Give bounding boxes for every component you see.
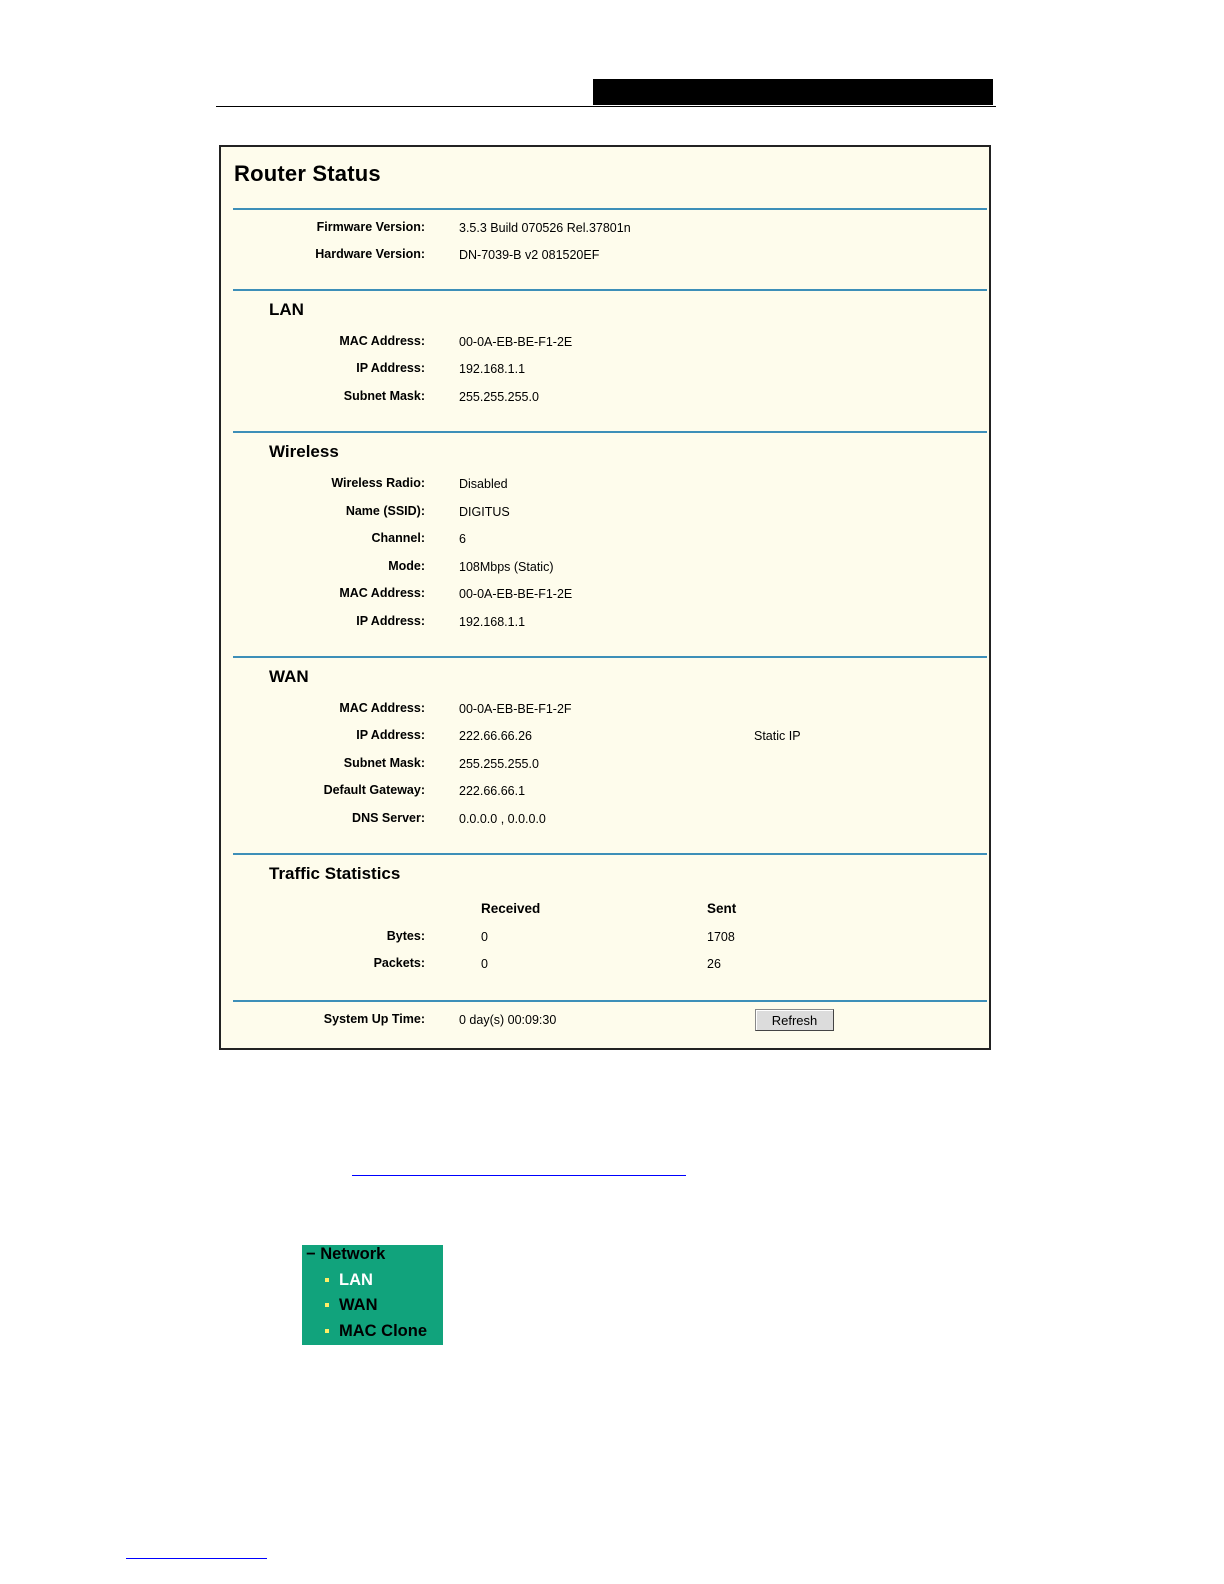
wan-ip-value: 222.66.66.26 — [459, 729, 532, 743]
divider — [233, 289, 987, 291]
divider — [233, 208, 987, 210]
lan-mac-label: MAC Address: — [339, 334, 425, 348]
traffic-section-title: Traffic Statistics — [269, 864, 401, 883]
lan-section-title: LAN — [269, 300, 304, 319]
firmware-value: 3.5.3 Build 070526 Rel.37801n — [459, 221, 631, 235]
lan-ip-value: 192.168.1.1 — [459, 362, 526, 376]
divider — [233, 656, 987, 658]
received-column-header: Received — [481, 901, 541, 916]
firmware-label: Firmware Version: — [316, 220, 425, 234]
hyperlink-underline[interactable] — [352, 1175, 686, 1176]
wan-ip-label: IP Address: — [356, 728, 425, 742]
wireless-ip-value: 192.168.1.1 — [459, 615, 526, 629]
wan-connection-type: Static IP — [754, 729, 801, 743]
wireless-section-title: Wireless — [269, 442, 339, 461]
bullet-icon — [325, 1303, 329, 1307]
hardware-value: DN-7039-B v2 081520EF — [459, 248, 600, 262]
divider — [233, 1000, 987, 1002]
wireless-ssid-value: DIGITUS — [459, 505, 510, 519]
packets-received-value: 0 — [481, 957, 488, 971]
wan-dns-label: DNS Server: — [352, 811, 425, 825]
divider — [233, 853, 987, 855]
menu-item-lan[interactable]: LAN — [339, 1271, 373, 1289]
bullet-icon — [325, 1329, 329, 1333]
wan-mask-label: Subnet Mask: — [343, 756, 425, 770]
uptime-label: System Up Time: — [323, 1012, 425, 1026]
footer-link-underline[interactable] — [126, 1558, 267, 1559]
menu-item-wan[interactable]: WAN — [339, 1296, 378, 1314]
lan-mask-value: 255.255.255.0 — [459, 390, 539, 404]
wireless-radio-value: Disabled — [459, 477, 508, 491]
wan-mask-value: 255.255.255.0 — [459, 757, 539, 771]
wireless-mac-value: 00-0A-EB-BE-F1-2E — [459, 587, 573, 601]
hardware-label: Hardware Version: — [315, 247, 425, 261]
wireless-ip-label: IP Address: — [356, 614, 425, 628]
bullet-icon — [325, 1278, 329, 1282]
wireless-mac-label: MAC Address: — [339, 586, 425, 600]
menu-item-mac-clone[interactable]: MAC Clone — [339, 1322, 427, 1340]
lan-mac-value: 00-0A-EB-BE-F1-2E — [459, 335, 573, 349]
refresh-button[interactable]: Refresh — [755, 1009, 834, 1031]
divider — [233, 431, 987, 433]
wan-gateway-value: 222.66.66.1 — [459, 784, 526, 798]
bytes-received-value: 0 — [481, 930, 488, 944]
packets-sent-value: 26 — [707, 957, 721, 971]
wireless-mode-label: Mode: — [388, 559, 425, 573]
lan-mask-label: Subnet Mask: — [343, 389, 425, 403]
bytes-sent-value: 1708 — [707, 930, 735, 944]
lan-ip-label: IP Address: — [356, 361, 425, 375]
wireless-channel-value: 6 — [459, 532, 466, 546]
menu-network-header[interactable]: − Network — [306, 1245, 386, 1263]
wan-gateway-label: Default Gateway: — [323, 783, 425, 797]
wan-section-title: WAN — [269, 667, 309, 686]
wireless-ssid-label: Name (SSID): — [345, 504, 425, 518]
bytes-label: Bytes: — [386, 929, 425, 943]
page-title: Router Status — [234, 161, 381, 186]
packets-label: Packets: — [373, 956, 425, 970]
router-status-panel — [219, 145, 991, 1050]
wan-mac-label: MAC Address: — [339, 701, 425, 715]
header-bar — [593, 79, 993, 105]
wireless-mode-value: 108Mbps (Static) — [459, 560, 554, 574]
sent-column-header: Sent — [707, 901, 737, 916]
wireless-channel-label: Channel: — [371, 531, 425, 545]
wan-dns-value: 0.0.0.0 , 0.0.0.0 — [459, 812, 546, 826]
uptime-value: 0 day(s) 00:09:30 — [459, 1013, 557, 1027]
network-menu — [302, 1245, 443, 1345]
header-rule — [216, 106, 996, 107]
wireless-radio-label: Wireless Radio: — [331, 476, 425, 490]
wan-mac-value: 00-0A-EB-BE-F1-2F — [459, 702, 572, 716]
